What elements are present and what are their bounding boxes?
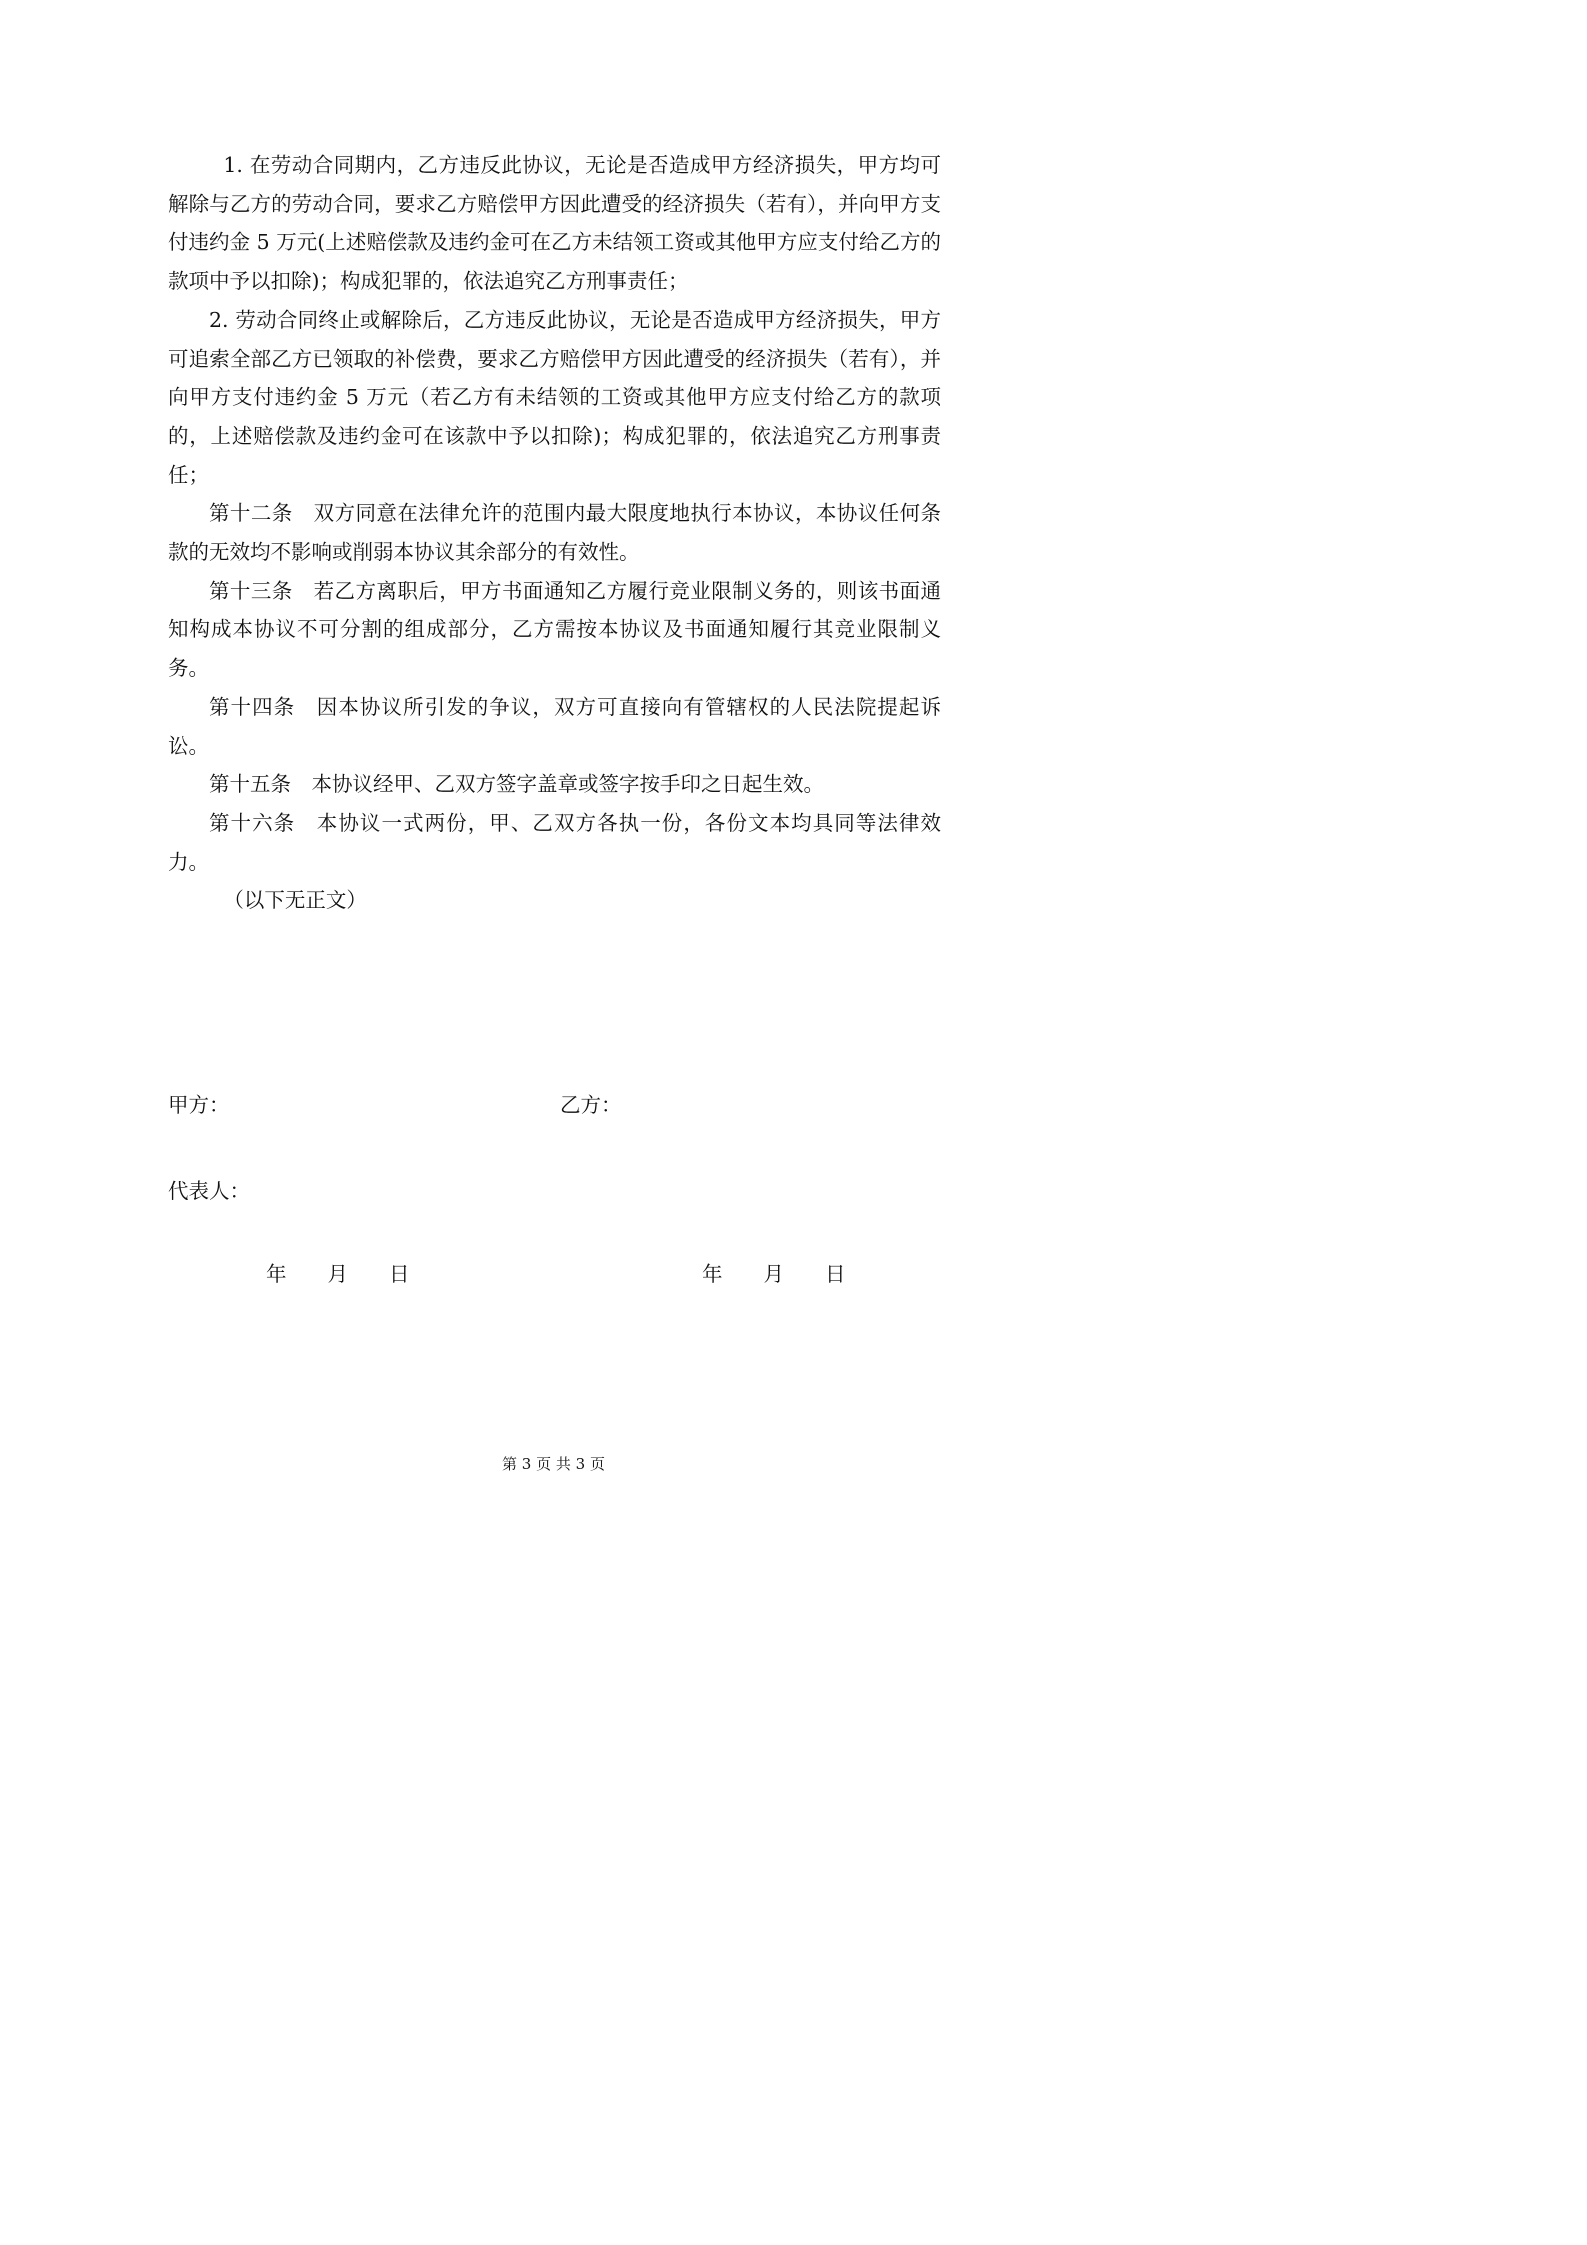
party-a-label: 甲方： xyxy=(168,1093,230,1117)
clause-paragraph-1: 1. 在劳动合同期内，乙方违反此协议，无论是否造成甲方经济损失，甲方均可解除与乙方的劳动合同，要求乙方赔偿甲方因此遭受的经济损失（若有），并向甲方支付违约金 5 万元(上述赔偿款及违约金可在乙方未结领工资或其他甲方应支付给乙方的款项中予以扣除)；构成犯罪的，依法追究乙方刑事责任； xyxy=(168,153,941,294)
article-15-paragraph: 第十五条 本协议经甲、乙双方签字盖章或签字按手印之日起生效。 xyxy=(209,772,824,797)
article-14-paragraph: 第十四条 因本协议所引发的争议，双方可直接向有管辖权的人民法院提起诉讼。 xyxy=(168,694,941,758)
date-line-party-a: 年 月 日 xyxy=(266,1262,410,1286)
article-13-paragraph: 第十三条 若乙方离职后，甲方书面通知乙方履行竞业限制义务的，则该书面通知构成本协议不可分割的组成部分，乙方需按本协议及书面通知履行其竞业限制义务。 xyxy=(168,578,941,681)
clause-paragraph-2: 2. 劳动合同终止或解除后，乙方违反此协议，无论是否造成甲方经济损失，甲方可追索全部乙方已领取的补偿费，要求乙方赔偿甲方因此遭受的经济损失（若有），并向甲方支付违约金 5 万元（若乙方有未结领的工资或其他甲方应支付给乙方的款项的，上述赔偿款及违约金可在该款中予以扣除)；构成犯罪的，依法追究乙方刑事责任； xyxy=(168,307,941,487)
contract-body xyxy=(168,146,941,920)
article-12-paragraph: 第十二条 双方同意在法律允许的范围内最大限度地执行本协议，本协议任何条款的无效均不影响或削弱本协议其余部分的有效性。 xyxy=(168,501,941,565)
representative-label: 代表人： xyxy=(168,1179,250,1203)
article-16-paragraph: 第十六条 本协议一式两份，甲、乙双方各执一份，各份文本均具同等法律效力。 xyxy=(168,810,941,874)
page-number-footer: 第 3 页 共 3 页 xyxy=(502,1455,605,1473)
date-line-party-b: 年 月 日 xyxy=(702,1262,846,1286)
party-b-label: 乙方： xyxy=(560,1093,622,1117)
no-further-text-note: （以下无正文） xyxy=(223,888,367,913)
